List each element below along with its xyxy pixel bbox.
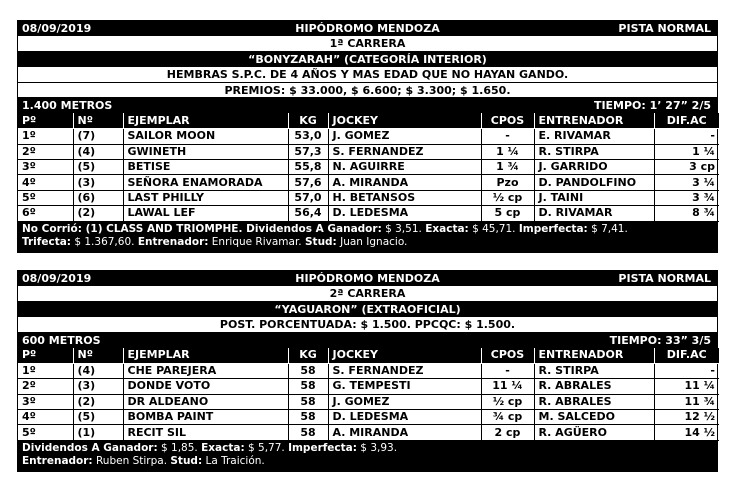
cell-trainer: R. ABRALES xyxy=(534,394,654,409)
cell-weight: 58 xyxy=(288,379,328,394)
race-distance: 600 METROS xyxy=(22,333,101,347)
cell-diff: - xyxy=(654,363,719,378)
race-name: “BONYZARAH” (CATEGORÍA INTERIOR) xyxy=(18,52,717,67)
cell-position: 1º xyxy=(18,129,73,144)
cell-number: (1) xyxy=(73,425,123,440)
cell-jockey: S. FERNANDEZ xyxy=(328,363,481,378)
table-header-row xyxy=(18,113,719,128)
table-row xyxy=(18,379,719,394)
cell-lengths: ½ cp xyxy=(481,190,534,205)
footer-value: $ 3,51. xyxy=(381,222,426,235)
col-header-number: Nº xyxy=(73,348,123,363)
col-header-lengths: CPOS xyxy=(481,113,534,128)
cell-trainer: R. ABRALES xyxy=(534,379,654,394)
cell-horse: BOMBA PAINT xyxy=(123,410,288,425)
footer-label: Entrenador: xyxy=(22,455,93,468)
race-time: TIEMPO: 1’ 27” 2/5 xyxy=(593,98,711,112)
cell-lengths: - xyxy=(481,129,534,144)
footer-label: Entrenador: xyxy=(137,236,209,249)
cell-diff: - xyxy=(654,129,719,144)
col-header-weight: KG xyxy=(288,348,328,363)
cell-weight: 53,0 xyxy=(288,129,328,144)
cell-diff: 3 ¾ xyxy=(654,190,719,205)
cell-weight: 58 xyxy=(288,363,328,378)
race-conditions: HEMBRAS S.P.C. DE 4 AÑOS Y MAS EDAD QUE NO HAYAN GANDO. xyxy=(18,67,717,82)
distance-time-bar xyxy=(18,98,717,113)
footer-label: Stud: xyxy=(170,455,203,468)
table-row xyxy=(18,160,719,175)
cell-jockey: D. LEDESMA xyxy=(328,206,481,221)
cell-horse: CHE PAREJERA xyxy=(123,363,288,378)
cell-lengths: 5 cp xyxy=(481,206,534,221)
footer-label: Stud: xyxy=(304,236,337,249)
footer-label: Exacta: xyxy=(201,441,245,454)
race-time: TIEMPO: 33” 3/5 xyxy=(609,333,711,347)
cell-lengths: 11 ¼ xyxy=(481,379,534,394)
cell-number: (4) xyxy=(73,363,123,378)
cell-trainer: R. STIRPA xyxy=(534,363,654,378)
cell-horse: LAST PHILLY xyxy=(123,190,288,205)
cell-number: (5) xyxy=(73,160,123,175)
cell-number: (3) xyxy=(73,379,123,394)
col-header-position: Pº xyxy=(18,348,73,363)
cell-horse: GWINETH xyxy=(123,144,288,159)
footer-line xyxy=(22,223,713,237)
cell-jockey: H. BETANSOS xyxy=(328,190,481,205)
race-name: “YAGUARON” (EXTRAOFICIAL) xyxy=(18,302,717,317)
footer-label: No Corrió: (1) CLASS AND TRIOMPHE. Dividendos A Ganador: xyxy=(22,222,382,235)
race-footer xyxy=(18,441,717,471)
cell-jockey: S. FERNANDEZ xyxy=(328,144,481,159)
cell-horse: DR ALDEANO xyxy=(123,394,288,409)
cell-lengths: ¾ cp xyxy=(481,410,534,425)
venue-name: HIPÓDROMO MENDOZA xyxy=(295,22,440,35)
cell-number: (6) xyxy=(73,190,123,205)
footer-value: $ 1,85. xyxy=(157,441,202,454)
cell-jockey: J. GOMEZ xyxy=(328,129,481,144)
race-card-2 xyxy=(17,270,718,472)
cell-diff: 11 ¾ xyxy=(654,394,719,409)
cell-weight: 57,3 xyxy=(288,144,328,159)
race-header-bar xyxy=(18,21,717,36)
results-table xyxy=(18,113,719,221)
footer-value: $ 5,77. xyxy=(244,441,289,454)
cell-jockey: D. LEDESMA xyxy=(328,410,481,425)
col-header-jockey: JOCKEY xyxy=(328,348,481,363)
cell-lengths: 1 ¼ xyxy=(481,144,534,159)
cell-horse: DONDE VOTO xyxy=(123,379,288,394)
cell-weight: 58 xyxy=(288,410,328,425)
cell-position: 3º xyxy=(18,160,73,175)
table-row xyxy=(18,175,719,190)
distance-time-bar xyxy=(18,333,717,348)
col-header-lengths: CPOS xyxy=(481,348,534,363)
cell-weight: 58 xyxy=(288,394,328,409)
footer-value: Ruben Stirpa. xyxy=(92,455,171,468)
cell-lengths: - xyxy=(481,363,534,378)
cell-position: 2º xyxy=(18,379,73,394)
race-distance: 1.400 METROS xyxy=(22,98,113,112)
footer-value: Juan Ignacio. xyxy=(336,236,408,249)
cell-position: 5º xyxy=(18,190,73,205)
col-header-weight: KG xyxy=(288,113,328,128)
race-card-1 xyxy=(17,20,718,253)
col-header-trainer: ENTRENADOR xyxy=(534,348,654,363)
cell-lengths: 2 cp xyxy=(481,425,534,440)
cell-position: 1º xyxy=(18,363,73,378)
cell-position: 6º xyxy=(18,206,73,221)
cell-trainer: D. RIVAMAR xyxy=(534,206,654,221)
footer-value: $ 3,93. xyxy=(356,441,398,454)
footer-label: Exacta: xyxy=(425,222,469,235)
table-row xyxy=(18,144,719,159)
col-header-horse: EJEMPLAR xyxy=(123,113,288,128)
cell-diff: 3 cp xyxy=(654,160,719,175)
race-date: 08/09/2019 xyxy=(22,272,92,285)
footer-label: Trifecta: xyxy=(22,236,72,249)
track-condition: PISTA NORMAL xyxy=(618,272,711,285)
col-header-number: Nº xyxy=(73,113,123,128)
cell-diff: 3 ¼ xyxy=(654,175,719,190)
cell-horse: LAWAL LEF xyxy=(123,206,288,221)
race-header-bar xyxy=(18,271,717,286)
cell-diff: 11 ¼ xyxy=(654,379,719,394)
col-header-trainer: ENTRENADOR xyxy=(534,113,654,128)
cell-number: (5) xyxy=(73,410,123,425)
footer-line xyxy=(22,455,713,469)
cell-weight: 57,6 xyxy=(288,175,328,190)
cell-trainer: M. SALCEDO xyxy=(534,410,654,425)
cell-trainer: J. GARRIDO xyxy=(534,160,654,175)
table-row xyxy=(18,410,719,425)
race-prizes: POST. PORCENTUADA: $ 1.500. PPCQC: $ 1.500. xyxy=(18,317,717,332)
footer-value: $ 45,71. xyxy=(468,222,519,235)
cell-lengths: Pzo xyxy=(481,175,534,190)
cell-position: 4º xyxy=(18,410,73,425)
footer-line xyxy=(22,442,713,456)
cell-weight: 57,0 xyxy=(288,190,328,205)
col-header-jockey: JOCKEY xyxy=(328,113,481,128)
race-prizes: PREMIOS: $ 33.000, $ 6.600; $ 3.300; $ 1.650. xyxy=(18,83,717,98)
cell-jockey: G. TEMPESTI xyxy=(328,379,481,394)
cell-position: 3º xyxy=(18,394,73,409)
table-header-row xyxy=(18,348,719,363)
table-row xyxy=(18,425,719,440)
cell-trainer: J. TAINI xyxy=(534,190,654,205)
table-row xyxy=(18,206,719,221)
footer-value: La Traición. xyxy=(202,455,265,468)
race-date: 08/09/2019 xyxy=(22,22,92,35)
col-header-horse: EJEMPLAR xyxy=(123,348,288,363)
cell-horse: BETISE xyxy=(123,160,288,175)
cell-number: (7) xyxy=(73,129,123,144)
cell-trainer: R. STIRPA xyxy=(534,144,654,159)
results-table xyxy=(18,348,719,441)
cell-jockey: J. GOMEZ xyxy=(328,394,481,409)
cell-position: 5º xyxy=(18,425,73,440)
cell-jockey: A. MIRANDA xyxy=(328,425,481,440)
cell-diff: 14 ½ xyxy=(654,425,719,440)
race-number: 1ª CARRERA xyxy=(18,36,717,51)
cell-horse: RECIT SIL xyxy=(123,425,288,440)
footer-value: Enrique Rivamar. xyxy=(208,236,305,249)
cell-diff: 1 ¼ xyxy=(654,144,719,159)
race-number: 2ª CARRERA xyxy=(18,286,717,301)
cell-horse: SAILOR MOON xyxy=(123,129,288,144)
cell-number: (3) xyxy=(73,175,123,190)
table-row xyxy=(18,394,719,409)
cell-number: (2) xyxy=(73,394,123,409)
cell-trainer: D. PANDOLFINO xyxy=(534,175,654,190)
cell-diff: 12 ½ xyxy=(654,410,719,425)
cell-jockey: A. MIRANDA xyxy=(328,175,481,190)
cell-weight: 58 xyxy=(288,425,328,440)
col-header-diff: DIF.AC xyxy=(654,113,719,128)
cell-lengths: ½ cp xyxy=(481,394,534,409)
cell-number: (2) xyxy=(73,206,123,221)
cell-jockey: N. AGUIRRE xyxy=(328,160,481,175)
table-row xyxy=(18,363,719,378)
table-row xyxy=(18,129,719,144)
cell-trainer: R. AGÜERO xyxy=(534,425,654,440)
cell-weight: 55,8 xyxy=(288,160,328,175)
cell-diff: 8 ¾ xyxy=(654,206,719,221)
col-header-position: Pº xyxy=(18,113,73,128)
footer-line xyxy=(22,236,713,250)
track-condition: PISTA NORMAL xyxy=(618,22,711,35)
cell-position: 2º xyxy=(18,144,73,159)
cell-trainer: E. RIVAMAR xyxy=(534,129,654,144)
cell-lengths: 1 ¾ xyxy=(481,160,534,175)
cell-position: 4º xyxy=(18,175,73,190)
footer-label: Imperfecta: xyxy=(288,441,357,454)
footer-value: $ 7,41. xyxy=(587,222,628,235)
venue-name: HIPÓDROMO MENDOZA xyxy=(295,272,440,285)
cell-horse: SEÑORA ENAMORADA xyxy=(123,175,288,190)
cell-number: (4) xyxy=(73,144,123,159)
footer-label: Imperfecta: xyxy=(518,222,588,235)
col-header-diff: DIF.AC xyxy=(654,348,719,363)
footer-value: $ 1.367,60. xyxy=(71,236,138,249)
cell-weight: 56,4 xyxy=(288,206,328,221)
table-row xyxy=(18,190,719,205)
race-footer xyxy=(18,222,717,252)
footer-label: Dividendos A Ganador: xyxy=(22,441,158,454)
